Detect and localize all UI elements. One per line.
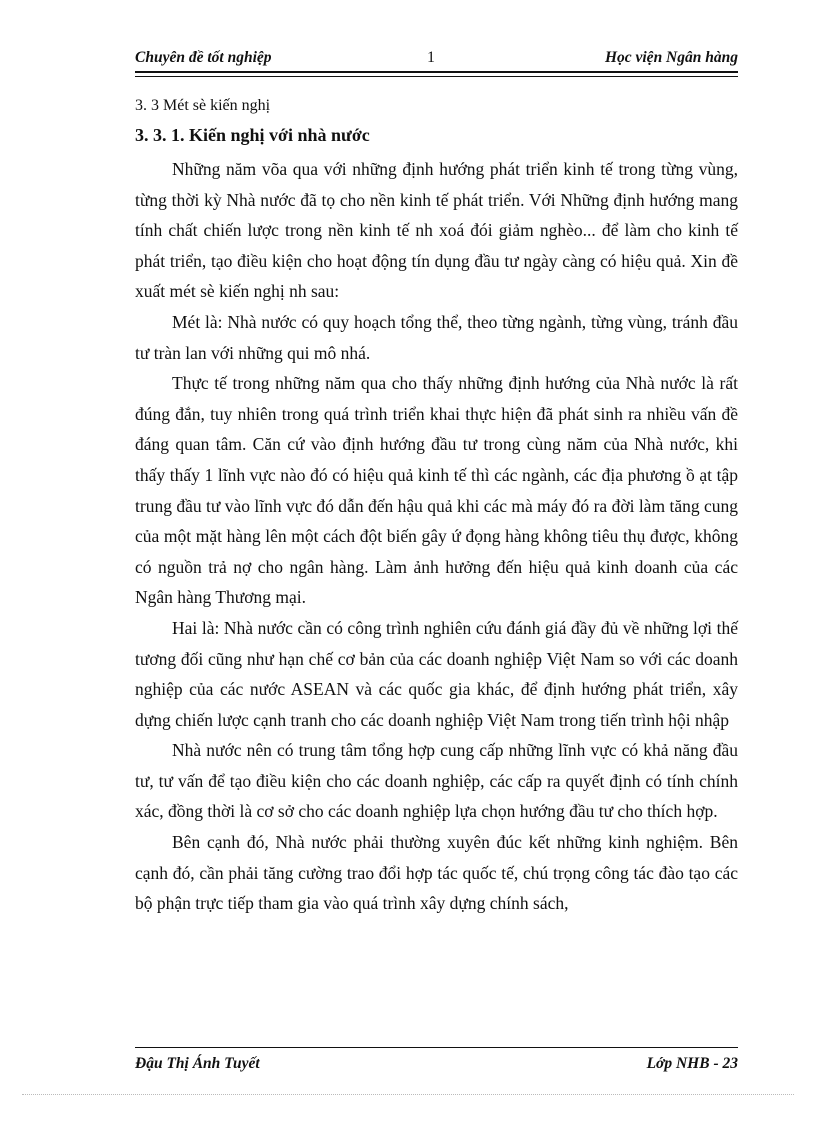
- subsection-title: 3. 3. 1. Kiến nghị với nhà nước: [135, 125, 370, 145]
- page-header: [135, 46, 738, 72]
- footer-author: Đậu Thị Ánh Tuyết: [135, 1055, 260, 1072]
- header-institution: Học viện Ngân hàng: [604, 49, 738, 66]
- page-footer: [135, 1047, 738, 1077]
- paragraph: Nhà nước nên có trung tâm tổng hợp cung cấp những lĩnh vực có khả năng đầu tư, tư vấn để tạo điều kiện cho các doanh nghiệp, các cấp ra quyết định có tính chính xác, đồng thời là cơ sở cho các doanh nghiệp lựa chọn hướng đầu tư cho thích hợp.: [135, 740, 738, 822]
- page-bottom-dotted-line: [22, 1094, 794, 1095]
- page-body: [135, 92, 738, 919]
- header-rule-thin: [135, 76, 738, 77]
- header-thesis-label: Chuyên đề tốt nghiệp: [135, 49, 272, 66]
- footer-rule: [135, 1047, 738, 1048]
- paragraph: Thực tế trong những năm qua cho thấy những định hướng của Nhà nước là rất đúng đắn, tuy nhiên trong quá trình triển khai thực hiện đã phát sinh ra nhiều vấn đề đáng quan tâm. Căn cứ vào định hướng đầu tư trong cùng năm của Nhà nước, khi thấy thấy 1 lĩnh vực nào đó có hiệu quả kinh tế thì các ngành, các địa phương ồ ạt tập trung đầu tư vào lĩnh vực đó dẫn đến hậu quả khi các mà máy đó ra đời làm tăng cung của một mặt hàng lên một cách đột biến gây ứ đọng hàng không tiêu thụ được, không có nguồn trả nợ cho ngân hàng. Làm ảnh hưởng đến hiệu quả kinh doanh của các Ngân hàng Thương mại.: [135, 373, 738, 608]
- section-title: 3. 3 Mét sè kiến nghị: [135, 97, 271, 114]
- header-rule-thick: [135, 71, 738, 73]
- footer-class: Lớp NHB - 23: [646, 1055, 738, 1072]
- paragraph: Bên cạnh đó, Nhà nước phải thường xuyên đúc kết những kinh nghiệm. Bên cạnh đó, cần phải tăng cường trao đổi hợp tác quốc tế, chú trọng công tác đào tạo các bộ phận trực tiếp tham gia vào quá trình xây dựng chính sách,: [135, 832, 738, 914]
- paragraph: Hai là: Nhà nước cần có công trình nghiên cứu đánh giá đầy đủ về những lợi thế tương đối cũng như hạn chế cơ bản của các doanh nghiệp Việt Nam so với các doanh nghiệp của các nước ASEAN và các quốc gia khác, để định hướng phát triển, xây dựng chiến lược cạnh tranh cho các doanh nghiệp Việt Nam trong tiến trình hội nhập: [135, 617, 738, 730]
- paragraph: Mét là: Nhà nước có quy hoạch tổng thể, theo từng ngành, từng vùng, tránh đầu tư tràn lan với những qui mô nhá.: [135, 311, 738, 363]
- paragraph: Những năm võa qua với những định hướng phát triển kinh tế trong từng vùng, từng thời kỳ Nhà nước đã tọ cho nền kinh tế phát triển. Với Những định hướng mang tính chất chiến lược trong nền kinh tế nh xoá đói giảm nghèo... để làm cho kinh tế phát triển, tạo điều kiện cho hoạt động tín dụng đầu tư ngày càng có hiệu quả. Xin đề xuất mét sè kiến nghị nh sau:: [135, 159, 738, 302]
- page-number: 1: [427, 49, 435, 66]
